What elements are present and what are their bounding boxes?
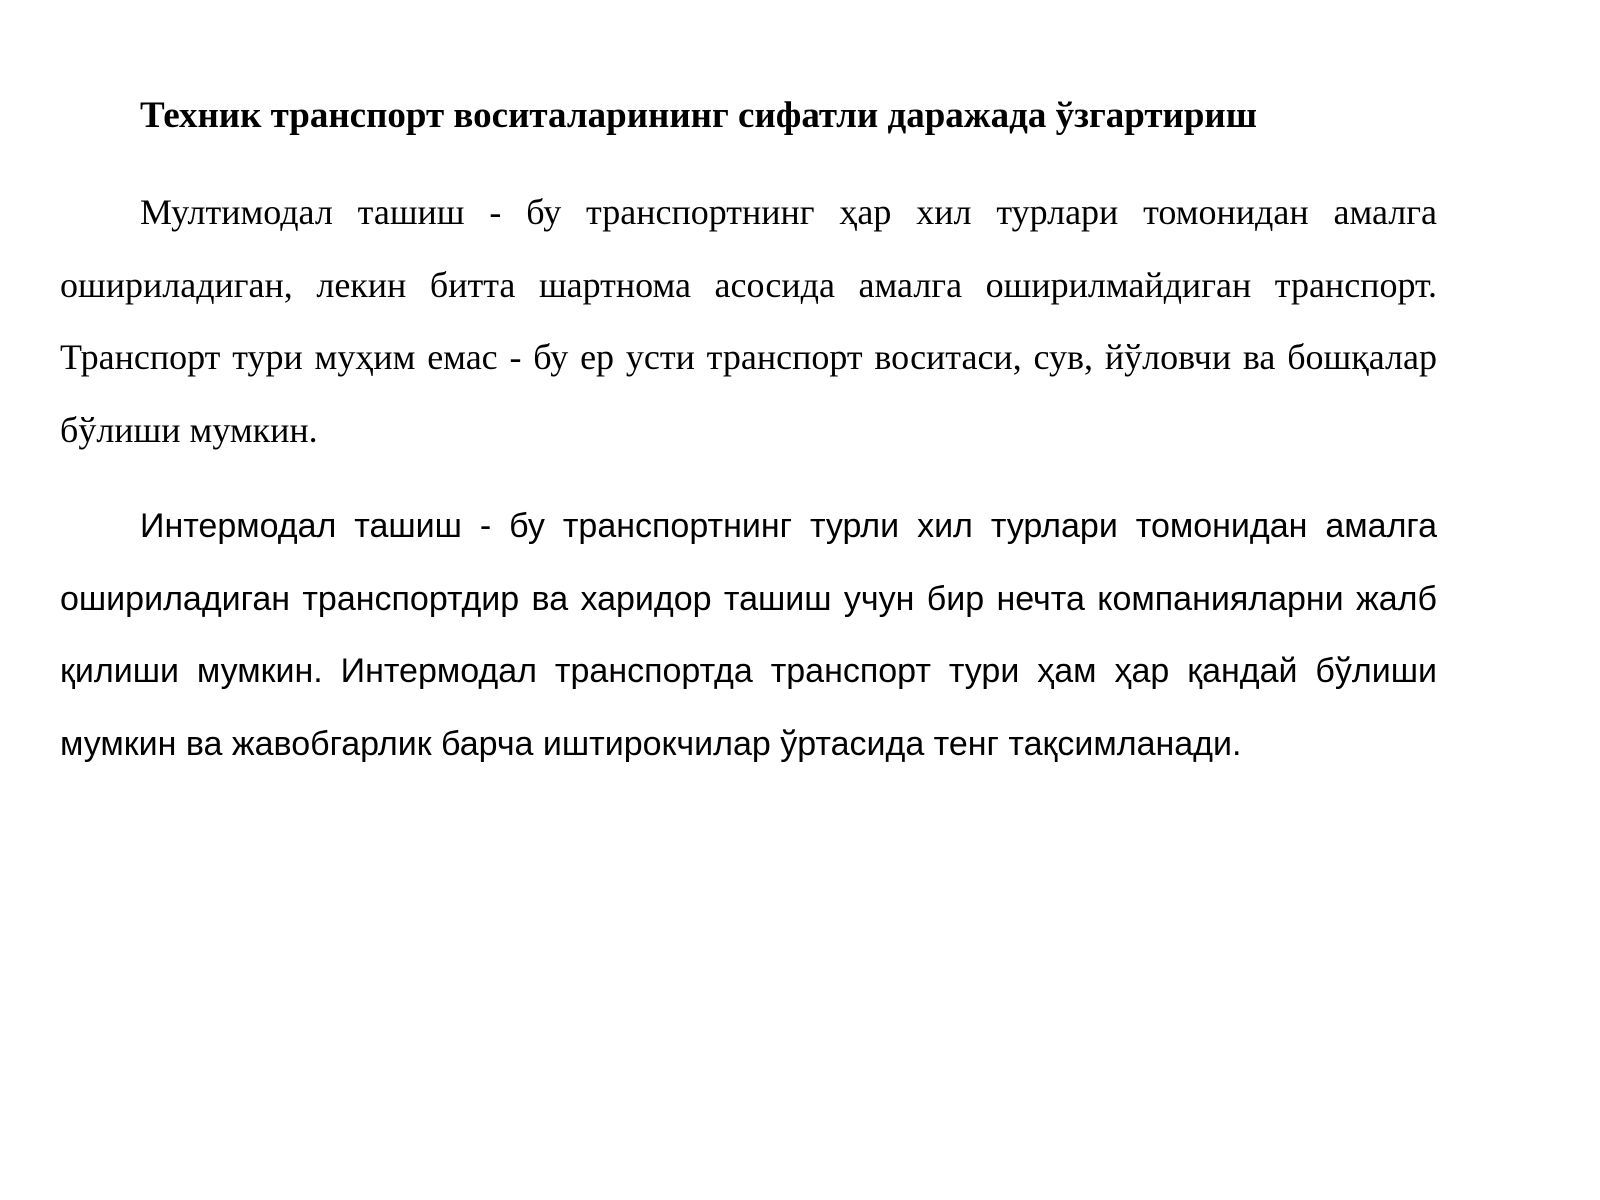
document-heading: Техник транспорт воситаларининг сифатли даражада ўзгартириш — [140, 95, 1257, 136]
paragraph-intermodal: Интермодал ташиш - бу транспортнинг турли хил турлари томонидан амалга ошириладиган транспортдир ва харидор ташиш учун бир нечта компанияларни жалб қилиши мумкин. Интермодал транспортда транспорт тури ҳам ҳар қандай бўлиши мумкин ва жавобгарлик барча иштирокчилар ўртасида тенг тақсимланади. — [60, 507, 1437, 763]
paragraph-multimodal: Мултимодал ташиш - бу транспортнинг ҳар хил турлари томонидан амалга ошириладиган, лекин битта шартнома асосида амалга оширилмайдиган транспорт. Транспорт тури муҳим емас - бу ер усти транспорт воситаси, сув, йўловчи ва бошқалар бўлиши мумкин. — [60, 192, 1437, 450]
